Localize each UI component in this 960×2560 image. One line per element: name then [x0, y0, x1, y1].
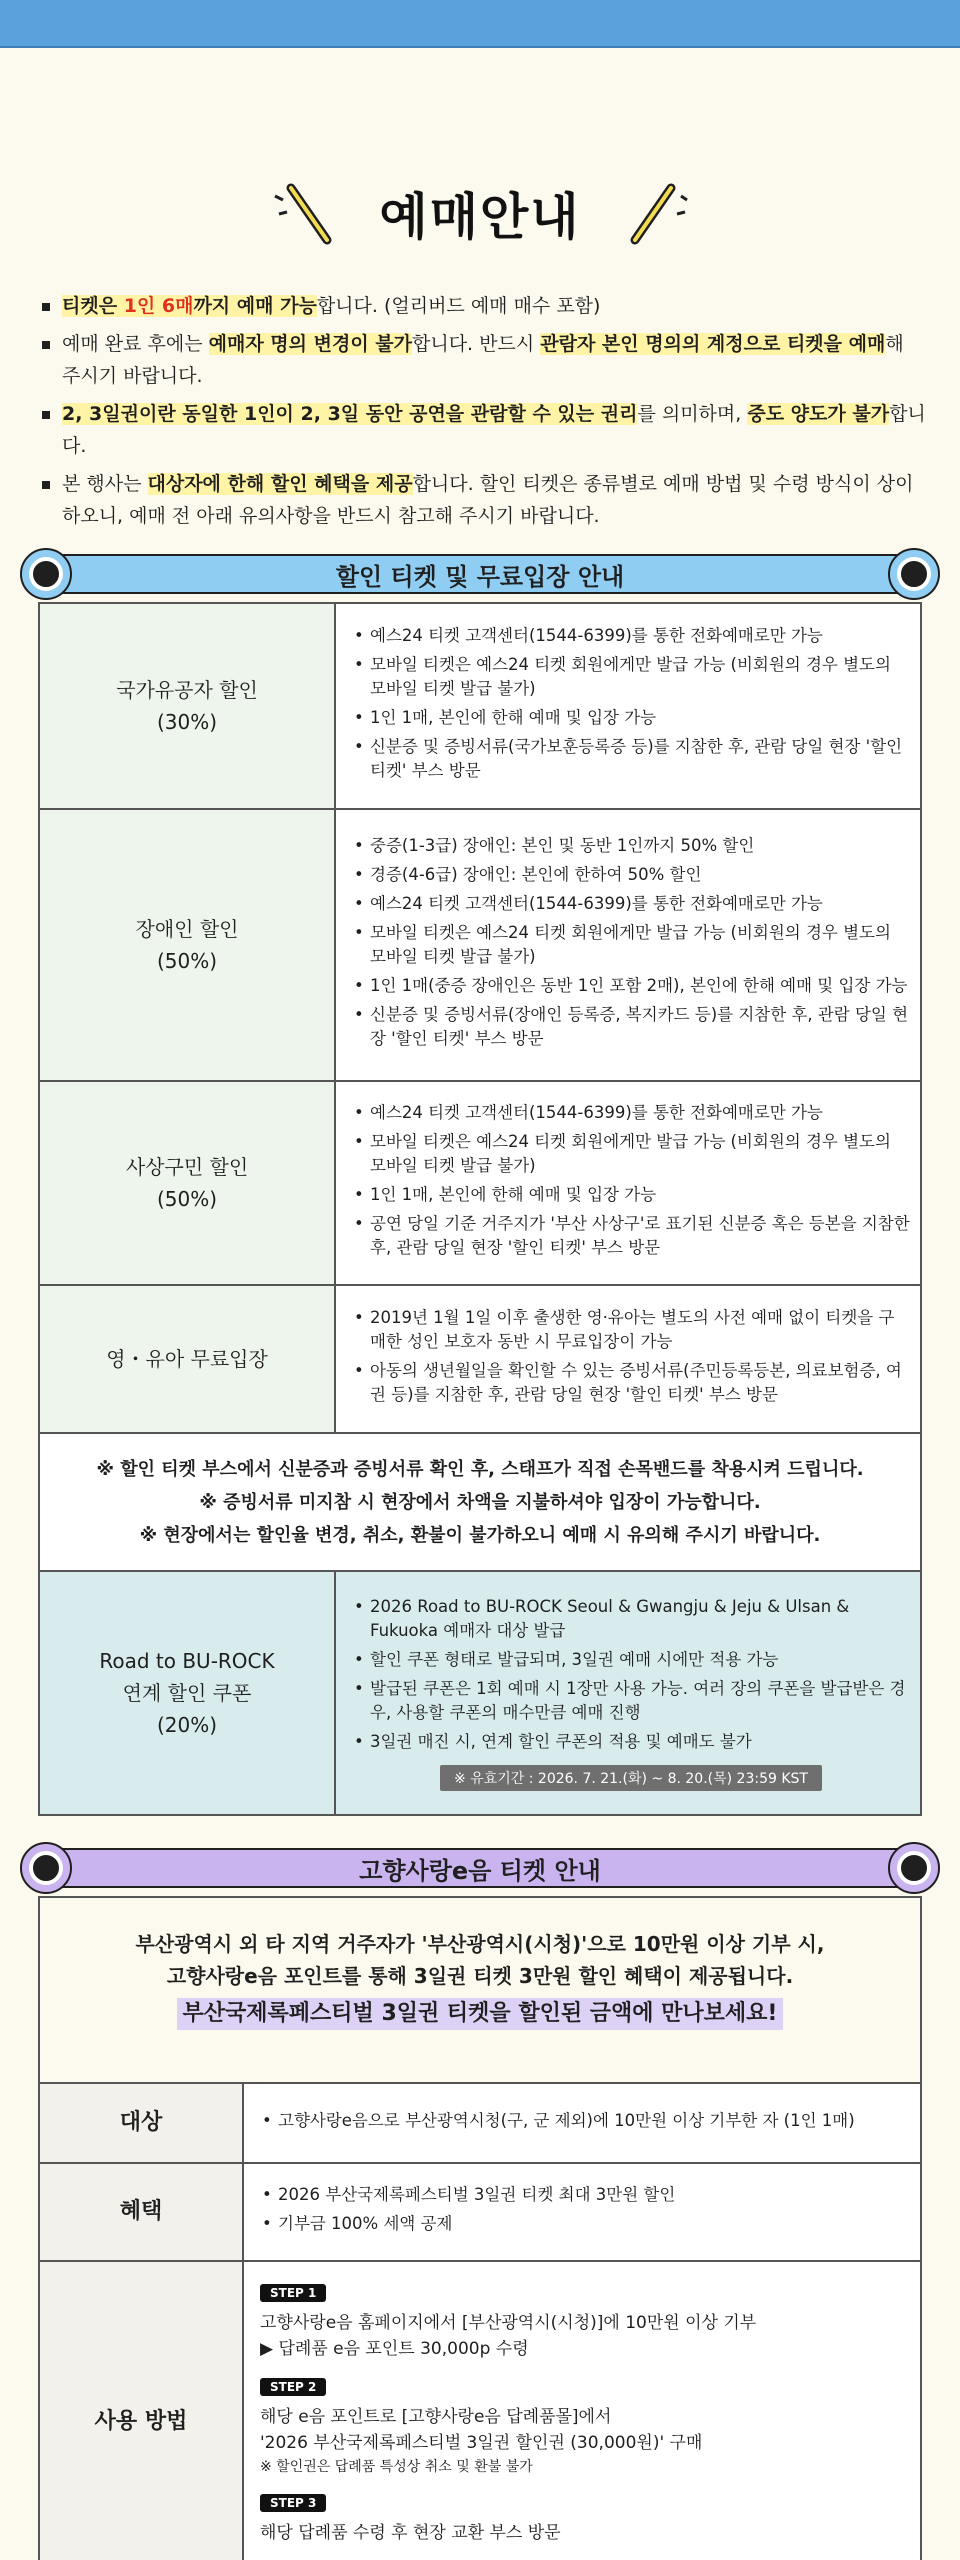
- row-label: 영・유아 무료입장: [40, 1286, 336, 1432]
- step-2: STEP 2 해당 e음 포인트로 [고향사랑e음 답례품몰]에서 '2026 부산국제록페스티벌 3일권 할인권 (30,000원)' 구매 ※ 할인권은 답례품 특성상 취소 및 환불 불가: [260, 2380, 703, 2475]
- section-title: 할인 티켓 및 무료입장 안내: [46, 554, 914, 594]
- drumstick-left-icon: [269, 178, 339, 248]
- list-item: • 할인 쿠폰 형태로 발급되며, 3일권 예매 시에만 적용 가능: [352, 1648, 910, 1672]
- list-item: • 2026 부산국제록페스티벌 3일권 티켓 최대 3만원 할인: [260, 2183, 910, 2207]
- validity-badge: ※ 유효기간 : 2026. 7. 21.(화) ~ 8. 20.(목) 23:59 KST: [440, 1765, 822, 1791]
- table-row: [40, 810, 920, 1082]
- speaker-icon: [20, 1842, 72, 1894]
- speaker-icon: [20, 548, 72, 600]
- table-row: [40, 2084, 920, 2164]
- list-item: • 기부금 100% 세액 공제: [260, 2212, 910, 2236]
- row-label: 대상: [40, 2084, 244, 2162]
- page-title: 예매안내: [379, 188, 581, 246]
- list-item: • 신분증 및 증빙서류(장애인 등록증, 복지카드 등)를 지참한 후, 관람 당일 현장 '할인 티켓' 부스 방문: [352, 1003, 910, 1051]
- step-1: STEP 1 고향사랑e음 홈페이지에서 [부산광역시(시청)]에 10만원 이상 기부 ▶ 답례품 e음 포인트 30,000p 수령: [260, 2286, 757, 2359]
- row-label: 사용 방법: [40, 2262, 244, 2560]
- intro-highlight: 부산국제록페스티벌 3일권 티켓을 할인된 금액에 만나보세요!: [177, 1998, 784, 2030]
- row-label: 혜택: [40, 2164, 244, 2260]
- list-item: • 모바일 티켓은 예스24 티켓 회원에게만 발급 가능 (비회원의 경우 별도의 모바일 티켓 발급 불가): [352, 921, 910, 969]
- discount-section-header: [20, 548, 940, 600]
- coupon-row: [40, 1572, 920, 1814]
- step-badge: STEP 2: [260, 2378, 326, 2396]
- hometown-intro: [40, 1898, 920, 2084]
- discount-table: [38, 602, 922, 1816]
- table-row: [40, 604, 920, 810]
- list-item: • 발급된 쿠폰은 1회 예매 시 1장만 사용 가능. 여러 장의 쿠폰을 발급받은 경우, 사용할 쿠폰의 매수만큼 예매 진행: [352, 1677, 910, 1725]
- section-title: 고향사랑e음 티켓 안내: [46, 1848, 914, 1888]
- hometown-section-header: [20, 1842, 940, 1894]
- list-item: • 1인 1매, 본인에 한해 예매 및 입장 가능: [352, 706, 910, 730]
- hometown-table: [38, 1896, 922, 2560]
- list-item: • 2019년 1월 1일 이후 출생한 영·유아는 별도의 사전 예매 없이 티켓을 구매한 성인 보호자 동반 시 무료입장이 가능: [352, 1306, 910, 1354]
- row-label: 장애인 할인 (50%): [40, 810, 336, 1080]
- table-row: [40, 2262, 920, 2560]
- list-item: • 1인 1매(중증 장애인은 동반 1인 포함 2매), 본인에 한해 예매 및 입장 가능: [352, 974, 910, 998]
- list-item: • 모바일 티켓은 예스24 티켓 회원에게만 발급 가능 (비회원의 경우 별도의 모바일 티켓 발급 불가): [352, 1130, 910, 1178]
- list-item: • 중증(1-3급) 장애인: 본인 및 동반 1인까지 50% 할인: [352, 834, 910, 858]
- row-content: [336, 1286, 920, 1432]
- title-area: [0, 168, 960, 258]
- intro-line: 부산광역시 외 타 지역 거주자가 '부산광역시(시청)'으로 10만원 이상 기부 시,: [135, 1932, 825, 1956]
- notes-row: [40, 1434, 920, 1572]
- row-content: [244, 2262, 920, 2560]
- row-content: [336, 604, 920, 808]
- table-row: [40, 1286, 920, 1434]
- speaker-icon: [888, 548, 940, 600]
- list-item: • 신분증 및 증빙서류(국가보훈등록증 등)를 지참한 후, 관람 당일 현장 '할인 티켓' 부스 방문: [352, 735, 910, 783]
- intro-item: 티켓은 1인 6매까지 예매 가능합니다. (얼리버드 예매 매수 포함): [38, 290, 928, 322]
- table-row: [40, 2164, 920, 2262]
- list-item: • 1인 1매, 본인에 한해 예매 및 입장 가능: [352, 1183, 910, 1207]
- note-text: ※ 할인 티켓 부스에서 신분증과 증빙서류 확인 후, 스태프가 직접 손목밴드를 착용시켜 드립니다.: [96, 1458, 864, 1480]
- row-label: 국가유공자 할인 (30%): [40, 604, 336, 808]
- row-content: [336, 810, 920, 1080]
- row-label: Road to BU-ROCK 연계 할인 쿠폰 (20%): [40, 1572, 336, 1814]
- list-item: • 공연 당일 기준 거주지가 '부산 사상구'로 표기된 신분증 혹은 등본을 지참한 후, 관람 당일 현장 '할인 티켓' 부스 방문: [352, 1212, 910, 1260]
- list-item: • 예스24 티켓 고객센터(1544-6399)를 통한 전화예매로만 가능: [352, 1101, 910, 1125]
- intro-item: 2, 3일권이란 동일한 1인이 2, 3일 동안 공연을 관람할 수 있는 권리를 의미하며, 중도 양도가 불가합니다.: [38, 398, 928, 462]
- intro-line: 고향사랑e음 포인트를 통해 3일권 티켓 3만원 할인 혜택이 제공됩니다.: [166, 1964, 794, 1988]
- list-item: • 3일권 매진 시, 연계 할인 쿠폰의 적용 및 예매도 불가: [352, 1730, 910, 1754]
- note-text: ※ 현장에서는 할인율 변경, 취소, 환불이 불가하오니 예매 시 유의해 주시기 바랍니다.: [139, 1524, 821, 1546]
- row-content: [336, 1082, 920, 1284]
- list-item: • 예스24 티켓 고객센터(1544-6399)를 통한 전화예매로만 가능: [352, 624, 910, 648]
- intro-item: 본 행사는 대상자에 한해 할인 혜택을 제공합니다. 할인 티켓은 종류별로 예매 방법 및 수령 방식이 상이하오니, 예매 전 아래 유의사항을 반드시 참고해 주시기 바랍니다.: [38, 468, 928, 532]
- list-item: • 모바일 티켓은 예스24 티켓 회원에게만 발급 가능 (비회원의 경우 별도의 모바일 티켓 발급 불가): [352, 653, 910, 701]
- list-item: • 2026 Road to BU-ROCK Seoul & Gwangju & Jeju & Ulsan & Fukuoka 예매자 대상 발급: [352, 1595, 910, 1643]
- list-item: • 아동의 생년월일을 확인할 수 있는 증빙서류(주민등록등본, 의료보험증, 여권 등)를 지참한 후, 관람 당일 현장 '할인 티켓' 부스 방문: [352, 1359, 910, 1407]
- list-item: • 고향사랑e음으로 부산광역시청(구, 군 제외)에 10만원 이상 기부한 자 (1인 1매): [260, 2109, 910, 2133]
- step-3: STEP 3 해당 답례품 수령 후 현장 교환 부스 방문: [260, 2496, 561, 2543]
- list-item: • 경증(4-6급) 장애인: 본인에 한하여 50% 할인: [352, 863, 910, 887]
- speaker-icon: [888, 1842, 940, 1894]
- row-label: 사상구민 할인 (50%): [40, 1082, 336, 1284]
- list-item: • 예스24 티켓 고객센터(1544-6399)를 통한 전화예매로만 가능: [352, 892, 910, 916]
- intro-list: [38, 290, 928, 538]
- top-banner: [0, 0, 960, 48]
- row-content: [244, 2084, 920, 2162]
- step-badge: STEP 3: [260, 2494, 326, 2512]
- step-badge: STEP 1: [260, 2284, 326, 2302]
- row-content: [244, 2164, 920, 2260]
- drumstick-right-icon: [621, 178, 691, 248]
- row-content: [336, 1572, 920, 1814]
- intro-item: 예매 완료 후에는 예매자 명의 변경이 불가합니다. 반드시 관람자 본인 명의의 계정으로 티켓을 예매해 주시기 바랍니다.: [38, 328, 928, 392]
- table-row: [40, 1082, 920, 1286]
- note-text: ※ 증빙서류 미지참 시 현장에서 차액을 지불하셔야 입장이 가능합니다.: [199, 1491, 761, 1513]
